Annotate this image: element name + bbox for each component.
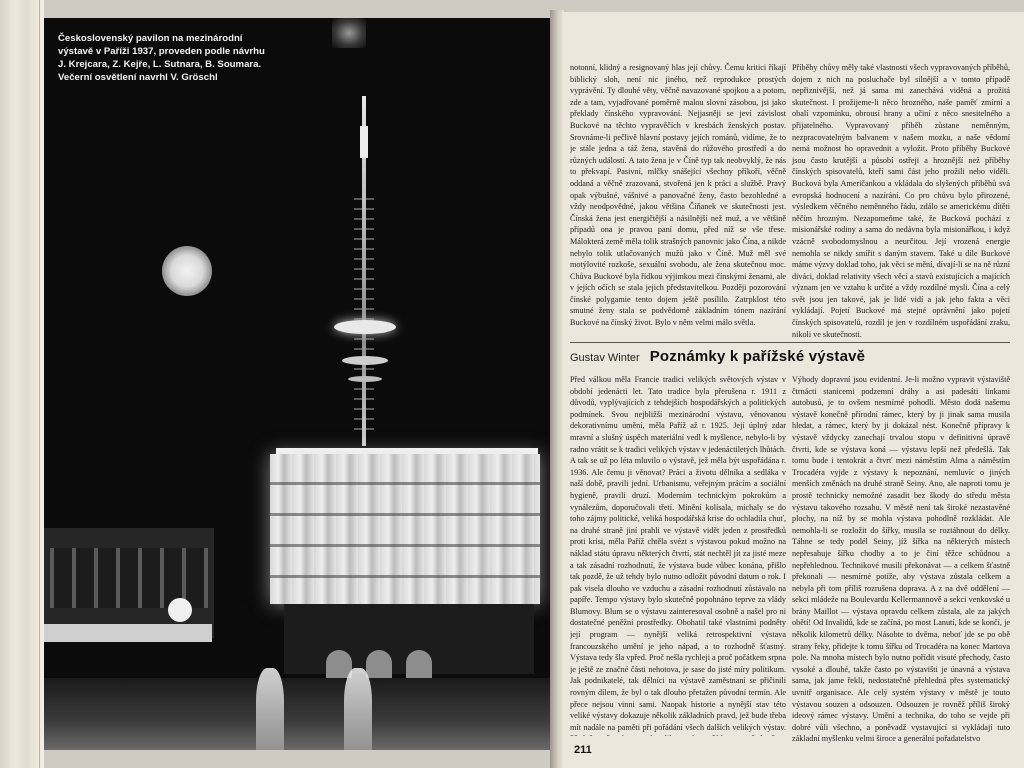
article-column-right	[792, 374, 1010, 750]
fountain-jet	[256, 668, 284, 750]
previous-article-column-right	[792, 62, 1010, 338]
previous-pages-edge	[0, 0, 44, 768]
section-divider	[570, 342, 1010, 343]
fountain-jet	[344, 668, 372, 750]
photo-caption: Československý pavilon na mezinárodní výstavě v Paříži 1937, proveden podle návrhu J. Krejcara, Z. Kejře, L. Sutnara, B. Soumara. Večerní osvětlení navrhl V. Gröschl	[58, 33, 265, 83]
arch-opening	[406, 650, 432, 678]
article-title: Poznámky k pařížské výstavě	[649, 348, 866, 365]
article-author: Gustav Winter	[570, 352, 640, 364]
mast-light	[360, 126, 368, 158]
article-column-left	[570, 374, 786, 736]
mast-ring-middle	[342, 356, 388, 365]
paragraph: notonní, klidný a resignovaný hlas její chůvy. Čemu kritici říkají biblický sloh, není nic jiného, než reprodukce prostých vyprávění. Ty dlouhé věty, věčně navazované spojkou a a potom, zde a tam, vyjadřované poměrně malou slovní zásobou, jsi jako překlady čínského vypravování. Nejjasněji se jeví závislost Buckové na těchto vypravěčích v kresbách ženských postav. Srovnáme-li pečlivě hlavní postavy jejích románů, vidíme, že to je stále jedna a táž žena, stavěná do růžového prostředí a do různých událostí. A tato žena je v Číně typ tak neobvyklý, že nás to překvapí. Pasivní, mlčky snášející všechny příkoří, věčně oddaná a věčně zrazovaná, stvořená jen k práci a službě. Pravý opak výbušné, vášnivé a panovačné ženy, často bezohledné a vždy neodpovědné, jakou většina Číňanek ve skutečnosti jest. Čínská žena jest energičtější a násilnější než muž, a ve většině případů ona je pravou paní domu, před níž se vše třese. Málokterá země měla tolik strašných panovnic jako Čína, a nikde nebylo tolik utlačovaných mužů jako v Číně. Muž měl své motýlovité rozkoše, sexuální svobodu, ale žena skutečnou moc. Chůva Buckové byla řídkou výjimkou mezi čínskými ženami, ale v jejích očích se stala jejich představitelkou. Později pozorování čínské polygamie tento dojem ještě posílilo. Zatrpklost této smutné ženy stala se podvědomě základním tónem nazírání Buckové na čínský život. Bylo v něm velmi málo světla.	[570, 63, 786, 328]
moon	[162, 246, 212, 296]
paragraph: Příběhy chůvy měly také vlastnosti všech vypravovaných příběhů, dojem z nich na posluchače byl silnější a v tomto případě nepřiznivější, než já sama mi zanechává viděná a prožitá skutečnost. I prožijeme-li něco hrozného, naše paměť zmírní a obalí vzpomínku, obrousí hrany a učiní z něco snesitelného a přijatelného. Vypravovaný příběh zůstane neměnným, nezpracovatelným balvanem v našem mozku, a naše vědomí nemá možnost ho opravednit a vyložit. Proto příběhy Buckové jsou často krutější a působí ostřeji a hroznější než příběhy čínských spisovatelů, kteří sami část jeho prožili nebo viděli. Bucková byla Američankou a vkládala do slyšených příběhů svá evropská hodnocení a nazírání. Co pro chůvu bylo přirozené, výsledkem věčného neměnného řádu, zdálo se americkému dítěti něčím hrozným. Nezapomeňme také, že Bucková pochází z misionářské rodiny a sama do nedávna byla misionářkou, i když vzácně svobodomyslnou a neurčitou. Její vrozená energie nemohla se nikdy smířit s daným stavem. Také u díle Buckové máme výzvy doklad toho, jak věci se mění, dívají-li se na ně různí diváci, doklad relativity všech věcí a stavů existujících a majících význam jen ve vztahu k určité a vždy rozdílné mysli. Čína a celý svět jsou jen takové, jak je lidé vidí a jak jeho fakta a věci vykládají. Pojetí Buckové má stejné oprávnění jako pojetí čínských spisovatelů, rozdíl je jen v rozdílném uspořádání zraku, nikoli ve skutečnosti.	[792, 63, 1010, 338]
illuminated-pavilion	[270, 454, 540, 604]
text-page	[562, 12, 1024, 768]
ground	[44, 678, 550, 750]
paragraph: Výhody dopravní jsou evidentní. Je-li možno vypravit výstaviště čtrnácti stanicemi podzemní dráhy a asi padesáti linkami autobusů, je to ovšem nesmírné pohodlí. Město dodá našemu výstavě konečně přírodní rámec, který by ji jinak sama musila hledat, a rámec, který by ji dokázal nést. Konečně přípravy k výstavě vždycky zanechají trvalou stopu v definitivní úpravě čtvrti, kde se výstava koná — výstavu lepší než předešlá. Tak tomu bude i tentokrát a čtvrť mezi náměstím Alma a náměstím Trocadéra vyjde z výstavy k nepoznání, nemluvíc o jiných menších změnách na druhé straně Seiny. Ano, ale naproti tomu je prostě technicky nemožné zasadit bez škody do středu města výstavu takového rozsahu. V městě není tak široké nezastavěné plochy, na níž by se mohla výstava pohodlně rozkládat. Ale nemohla-li se rozložit do šířky, musila se roztáhnout do délky. Táhne se tedy podél Seiny, jíž šířka na některých místech nepřesahuje šířku chodby a to je činí těžce schůdnou a nepřehlednou. Technikové musili překonávat — a celkem šťastně překonali — nesmírné potíže, aby výstava zůstala celkem a nebyla při tom příliš rozrušena doprava. A z na dvě oddělení — sekci mládeže na Boulevardu Kellermannově a sekci venkovské u brány Maillot — výstava opravdu celkem zůstala, ale za jakých obětí! Od Invalidů, kde se začíná, po most Lanutí, kde se končí, je několik kilometrů délky. Násobte to dvěma, neboť jde se po obě strany řeky, přidejte k tomu šířku od Trocadéra na konec Martova pole. Na mnoha místech bylo nutno pořídit visuté přechody, často vysoké a dlouhé, takže často po výstavišti je únavná a výstava sama, jak jame řekli, nedostatečně přehledná přes systematický uvnitř organisace. Ale celý systém výstavy v městě je touto výstavou souzen a odsouzen. Odsouzen je rovněž příliš široký ideový rámec výstavy. Umění a technika, do toho se vejde při dobré vůli všechno, a poněvadž vystavující si vykládají tuto základní myšlenku velmi široce a generální pořadatelstvo	[792, 375, 1010, 744]
pavilion-photograph	[44, 18, 550, 750]
article-heading	[570, 348, 1010, 368]
page-number: 211	[574, 744, 592, 756]
arch-opening	[366, 650, 392, 678]
building-awning	[44, 624, 212, 642]
searchlight-glow	[332, 18, 366, 48]
neighbouring-building	[44, 528, 214, 638]
paragraph: Před válkou měla Francie tradici velikých světových výstav v období jedenácti let. Tato tradice byla přerušena r. 1911 z důvodů, vyplývajících z tehdejších hospodářských a politických podmínek. Svou nejbližší mezinárodní výstavu, věnovanou dekorativnímu umění, měla Paříž až r. 1925. Její úplný zdar mravní a slušný úspěch materiální vedl k myšlence, nebylo-li by radno vrátit se k tradici velikých výstav v jedenáctiletých lhůtách. A tak se už po léta mluvilo o výstavě, jež měla být uspořádána r. 1936. Ale čemu ji věnovat? Práci a životu dělníka a sedláka v naší době, pravili jední. Urbanismu, veřejným prácím a sociální hygieně, pravili druzí. Moderním technickým pokrokům a vynálezům, doporučovali třetí. Mínění kolísala, míchaly se do toho zájmy politické, veliká hospodářská krise do ochladila chuť, na druhé straně jiní prahli ve výstavě vidět jeden z prostředků proti krisi, měla Paříž chtěla svézt s výstavou pokud možno na náklad státu úpravu některých čtvrtí, stát nechtěl jít za jisté meze a tak zásadní rozhodnutí, že výstava bude vůbec konána, přišlo tak pozdě, že už tehdy bylo nutno odložit původní datum o rok. I pak visela dlouho ve vzduchu a zásadní rozhodnutí zůstávalo na papíře. Tempo výstavy bylo skutečně popohnáno teprve za vlády Blumovy. Blum se o výstavu zainteresoval osobně a našel pro ni dostatečné peněžní prostředky. Obohatil také vlastními podněty její program — nynější veliká retrospektivní výstava francouzského umění je jeho nápad, a to rozhodně šťastný. Výstava tedy šla vpřed. Proč nešla rychleji a proč počátkem srpna je ještě ze značné části nehotova, je sase do jisté míry politikum. Jak podnikatelé, tak dělníci na výstavě zaměstnaní se přičinili rovným dílem, že byl o tak dlouho přetažen původní termín. Ale přece nejsou vinni sami. Naopak historie a nynější stav této veliké výstavy dokazuje několik základních pravd, jež bude třeba mít nadále na paměti při pořádání všech dalších velikých výstav.	[570, 375, 786, 732]
street-lamp	[168, 598, 192, 622]
mast-ring-lower	[348, 376, 382, 382]
mast-ring-upper	[334, 320, 396, 334]
previous-article-column-left	[570, 62, 786, 338]
